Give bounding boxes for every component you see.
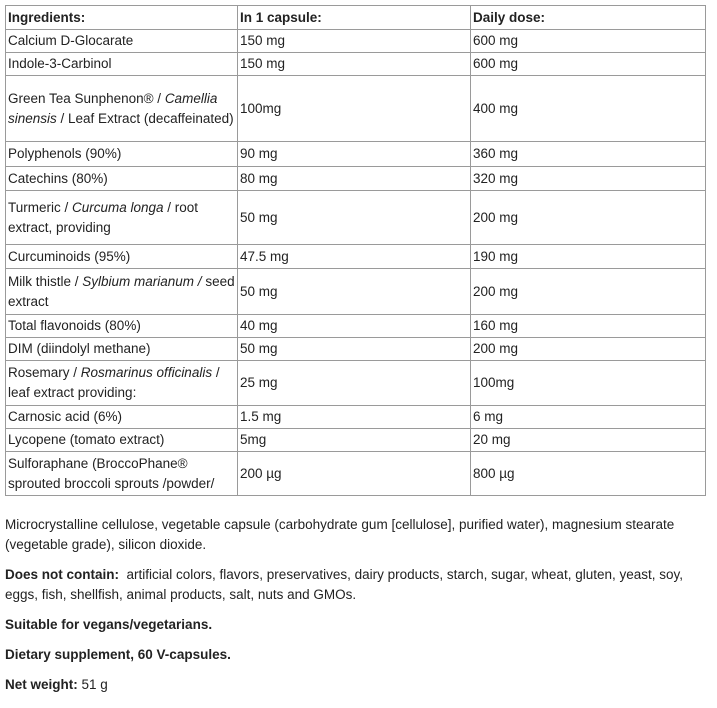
capsule-amount: 1.5 mg	[238, 406, 471, 429]
ingredient-cell: DIM (diindolyl methane)	[6, 338, 238, 361]
excipients-text: Microcrystalline cellulose, vegetable capsule (carbohydrate gum [cellulose], purified water), magnesium stearate (vegetable grade), silicon dioxide.	[5, 517, 675, 552]
capsule-amount: 50 mg	[238, 338, 471, 361]
header-per-capsule: In 1 capsule:	[238, 6, 471, 30]
daily-amount: 360 mg	[471, 142, 706, 167]
header-ingredients: Ingredients:	[6, 6, 238, 30]
net-weight-value: 51 g	[81, 677, 108, 692]
capsule-amount: 50 mg	[238, 191, 471, 245]
capsule-amount: 25 mg	[238, 361, 471, 406]
ingredient-cell: Lycopene (tomato extract)	[6, 429, 238, 452]
ingredient-cell: Carnosic acid (6%)	[6, 406, 238, 429]
ingredient-cell: Polyphenols (90%)	[6, 142, 238, 167]
daily-amount: 200 mg	[471, 269, 706, 315]
daily-amount: 400 mg	[471, 76, 706, 142]
capsule-amount: 80 mg	[238, 167, 471, 191]
net-weight	[5, 675, 705, 695]
table-row	[6, 167, 706, 191]
suitability-text: Suitable for vegans/vegetarians.	[5, 617, 213, 632]
table-row	[6, 452, 706, 496]
capsule-amount: 150 mg	[238, 53, 471, 76]
table-row	[6, 269, 706, 315]
capsule-amount: 47.5 mg	[238, 245, 471, 269]
table-row	[6, 142, 706, 167]
capsule-amount: 50 mg	[238, 269, 471, 315]
ingredient-cell: Sulforaphane (BroccoPhane® sprouted broccoli sprouts /powder/	[6, 452, 238, 496]
header-daily-dose: Daily dose:	[471, 6, 706, 30]
ingredient-cell: Total flavonoids (80%)	[6, 315, 238, 338]
table-row	[6, 30, 706, 53]
ingredient-cell: Catechins (80%)	[6, 167, 238, 191]
table-row	[6, 315, 706, 338]
daily-amount: 100mg	[471, 361, 706, 406]
daily-amount: 20 mg	[471, 429, 706, 452]
capsule-amount: 90 mg	[238, 142, 471, 167]
table-header-row	[6, 6, 706, 30]
ingredient-cell: Curcuminoids (95%)	[6, 245, 238, 269]
daily-amount: 200 mg	[471, 191, 706, 245]
daily-amount: 190 mg	[471, 245, 706, 269]
ingredient-cell: Calcium D-Glocarate	[6, 30, 238, 53]
net-weight-label: Net weight:	[5, 677, 78, 692]
ingredient-cell: Indole-3-Carbinol	[6, 53, 238, 76]
ingredient-cell: Turmeric / Curcuma longa / root extract, providing	[6, 191, 238, 245]
does-not-contain-list: artificial colors, flavors, preservatives, dairy products, starch, sugar, wheat, gluten, yeast, soy, eggs, fish, shellfish, animal products, salt, nuts and GMOs.	[5, 567, 684, 602]
daily-amount: 200 mg	[471, 338, 706, 361]
table-row	[6, 338, 706, 361]
ingredient-cell: Milk thistle / Sylbium marianum / seed extract	[6, 269, 238, 315]
table-row	[6, 245, 706, 269]
daily-amount: 320 mg	[471, 167, 706, 191]
does-not-contain	[5, 565, 707, 605]
capsule-amount: 150 mg	[238, 30, 471, 53]
daily-amount: 6 mg	[471, 406, 706, 429]
ingredient-cell: Rosemary / Rosmarinus officinalis / leaf extract providing:	[6, 361, 238, 406]
capsule-amount: 100mg	[238, 76, 471, 142]
daily-amount: 800 µg	[471, 452, 706, 496]
product-type-text: Dietary supplement, 60 V-capsules.	[5, 647, 231, 662]
table-row	[6, 53, 706, 76]
table-row	[6, 76, 706, 142]
capsule-amount: 5mg	[238, 429, 471, 452]
ingredient-cell: Green Tea Sunphenon® / Camellia sinensis / Leaf Extract (decaffeinated)	[6, 76, 238, 142]
table-row	[6, 406, 706, 429]
ingredients-table	[5, 5, 706, 496]
daily-amount: 600 mg	[471, 30, 706, 53]
capsule-amount: 200 µg	[238, 452, 471, 496]
table-row	[6, 191, 706, 245]
table-row	[6, 361, 706, 406]
table-row	[6, 429, 706, 452]
capsule-amount: 40 mg	[238, 315, 471, 338]
daily-amount: 600 mg	[471, 53, 706, 76]
daily-amount: 160 mg	[471, 315, 706, 338]
does-not-contain-label: Does not contain:	[5, 567, 119, 582]
